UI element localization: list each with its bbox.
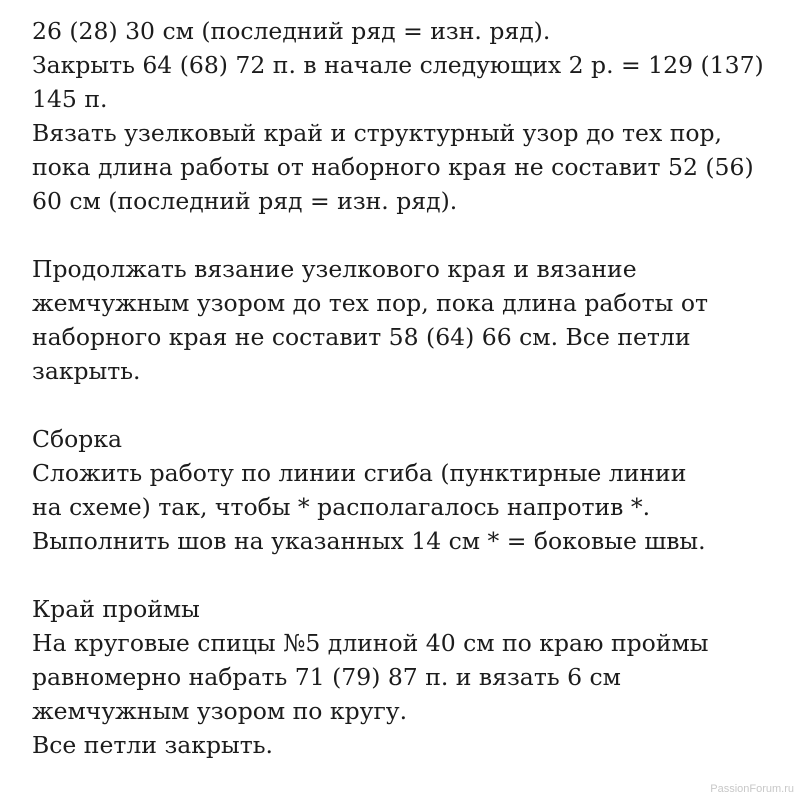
text-line: наборного края не составит 58 (64) 66 см. Все петли: [32, 323, 691, 351]
paragraph-spacer: [32, 218, 780, 252]
text-line: жемчужным узором по кругу.: [32, 697, 408, 725]
text-line: 60 см (последний ряд = изн. ряд).: [32, 187, 458, 215]
watermark-text: PassionForum.ru: [710, 783, 794, 795]
text-line: Продолжать вязание узелкового края и вязание: [32, 255, 637, 283]
paragraph-spacer: [32, 388, 780, 422]
text-line: пока длина работы от наборного края не составит 52 (56): [32, 153, 754, 181]
armhole-section: [32, 592, 780, 762]
section-heading-assembly: Сборка: [32, 425, 123, 453]
text-line: На круговые спицы №5 длиной 40 см по краю проймы: [32, 629, 709, 657]
intro-paragraph: [32, 14, 780, 218]
text-line: Все петли закрыть.: [32, 731, 273, 759]
text-line: на схеме) так, чтобы * располагалось напротив *.: [32, 493, 651, 521]
paragraph-spacer: [32, 558, 780, 592]
text-line: Вязать узелковый край и структурный узор до тех пор,: [32, 119, 723, 147]
text-line: закрыть.: [32, 357, 141, 385]
text-line: Сложить работу по линии сгиба (пунктирные линии: [32, 459, 687, 487]
section-heading-armhole: Край проймы: [32, 595, 200, 623]
text-line: равномерно набрать 71 (79) 87 п. и вязать 6 см: [32, 663, 621, 691]
text-line: жемчужным узором до тех пор, пока длина работы от: [32, 289, 709, 317]
text-line: 145 п.: [32, 85, 108, 113]
continue-paragraph: [32, 252, 780, 388]
text-line: Выполнить шов на указанных 14 см * = боковые швы.: [32, 527, 706, 555]
text-line: 26 (28) 30 см (последний ряд = изн. ряд).: [32, 17, 551, 45]
assembly-section: [32, 422, 780, 558]
text-line: Закрыть 64 (68) 72 п. в начале следующих 2 р. = 129 (137): [32, 51, 764, 79]
